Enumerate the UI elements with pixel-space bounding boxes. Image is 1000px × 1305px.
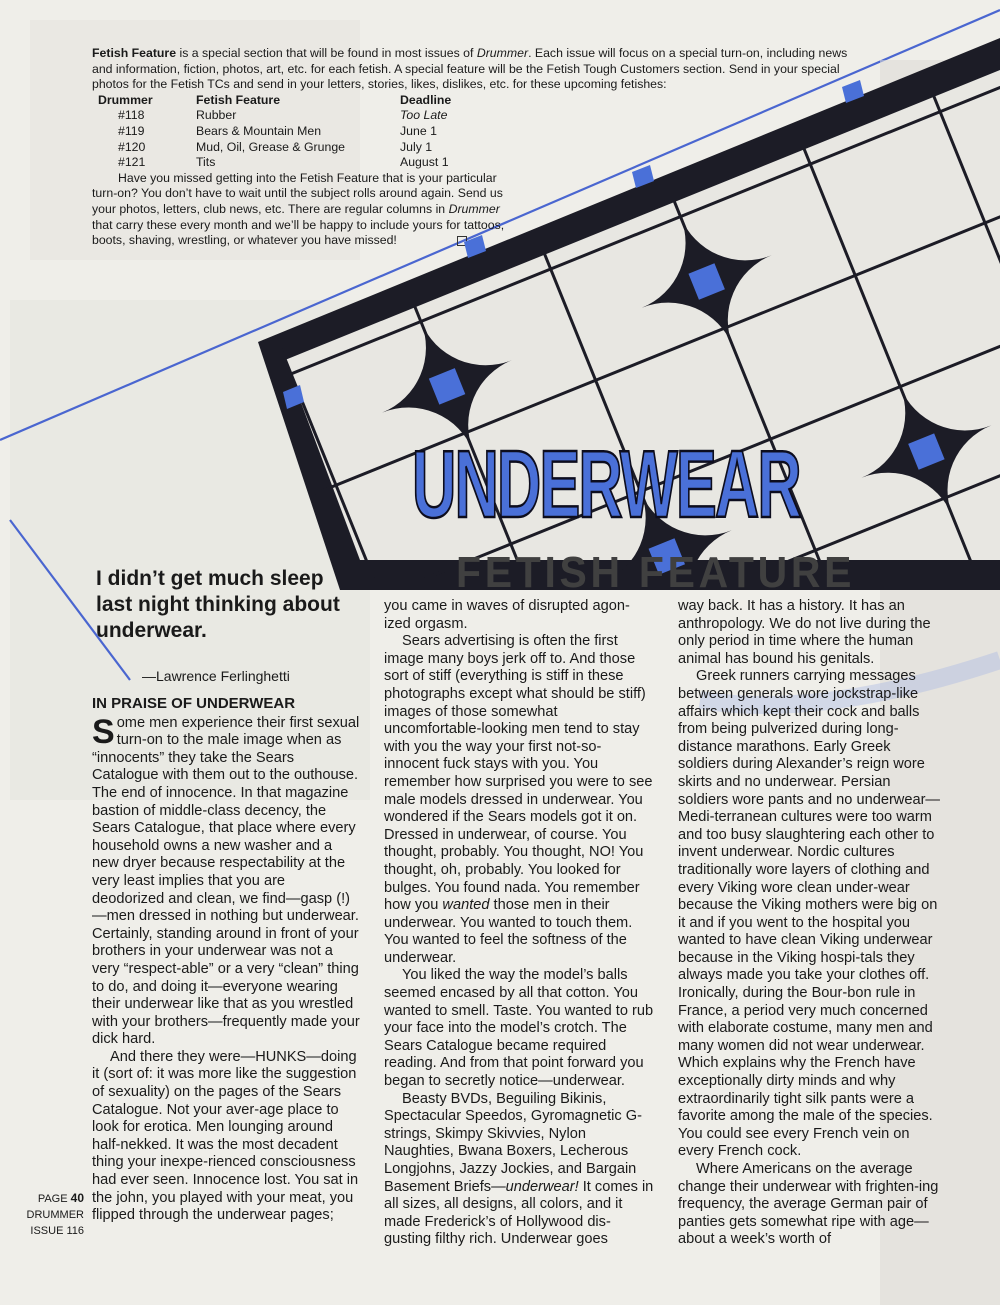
feature-label: Fetish Feature xyxy=(92,46,177,60)
article-column-2 xyxy=(384,598,654,1249)
intro-mag-name: Drummer xyxy=(476,46,529,60)
paragraph: You liked the way the model’s balls seemed encased by all that cotton. You wanted to smell. Taste. You wanted to rub your face into the model’s crotch. The Sears Catalogue became required reading. And from that point forward you began to secretly notice—underwear. xyxy=(384,967,654,1090)
epigraph-attribution: —Lawrence Ferlinghetti xyxy=(142,668,290,684)
fetish-cell: Tits xyxy=(196,155,216,170)
paragraph: you came in waves of disrupted agon-ized orgasm. xyxy=(384,598,630,632)
paragraph-text: those men in their underwear. You wanted to touch them. You wanted to feel the softness of the underwear. xyxy=(384,897,633,966)
paragraph: way back. It has a history. It has an anthropology. We do not live during the only period in time where the human animal has bound his genitals. xyxy=(678,598,931,667)
fetish-cell: Rubber xyxy=(196,108,237,123)
deadline-cell: Too Late xyxy=(400,108,448,123)
drop-cap: S xyxy=(92,712,115,751)
folio-page-number: 40 xyxy=(70,1191,84,1205)
paragraph-emphasis: underwear! xyxy=(505,1178,579,1195)
page-folio xyxy=(18,1190,84,1239)
deadline-cell: August 1 xyxy=(400,155,449,170)
epigraph-quote: I didn’t get much sleep last night thinking about underwear. xyxy=(96,567,340,642)
deadline-cell: June 1 xyxy=(400,123,437,138)
paragraph-text: Beasty BVDs, Beguiling Bikinis, Spectacular Speedos, Gyromagnetic G-strings, Skimpy Skivvies, Nylon Naughties, Bwana Boxers, Lecherous Longjohns, Jazzy Jockies, and Bargain Basement Briefs— xyxy=(384,1090,642,1195)
col-header-feature: Fetish Feature xyxy=(196,92,281,107)
paragraph xyxy=(92,712,360,1049)
banner-subtitle: FETISH FEATURE xyxy=(456,548,856,597)
article-column-3 xyxy=(678,598,944,1249)
paragraph-text: ome men experience their first sexual turn-on to the male image when as “innocents” they take the Sears Catalogue with them out to the outhouse. The end of innocence. In that magazine bastion of middle-class decency, the Sears Catalogue, that place where every household owns a new washer and a new dryer because respectability at the very least implies that you are deodorized and clean, we find—gasp (!)—men dressed in nothing but underwear. Certainly, standing around in front of your brothers in your underwear was not a very “respect-able” or a very “clean” thing to do, and doing it—everyone wearing their underwear like that as you wrestled with your brothers—frequently made your dick hard. xyxy=(92,714,360,1048)
paragraph-emphasis: wanted xyxy=(442,897,490,914)
fetish-cell: Bears & Mountain Men xyxy=(196,123,322,138)
paragraph xyxy=(384,633,654,967)
closing-text-a: Have you missed getting into the Fetish Feature that is your particular turn-on? You don’t have to wait until the subject rolls around again. Send us your photos, letters, club news, etc. There are regular columns in xyxy=(92,170,503,216)
issue-cell: #120 xyxy=(118,139,146,154)
banner-title: UNDERWEAR xyxy=(412,431,800,538)
folio-issue: ISSUE 116 xyxy=(30,1225,84,1237)
folio-page-label: PAGE xyxy=(37,1193,68,1205)
intro-body-a: is a special section that will be found in most issues of xyxy=(176,46,477,60)
issue-cell: #119 xyxy=(118,123,145,138)
closing-text-b: that carry these every month and we’ll be happy to include yours for tattoos, boots, shaving, wrestling, or whatever you have missed! xyxy=(92,217,505,248)
paragraph: And there they were—HUNKS—doing it (sort of: it was more like the suggestion of sexuality) on the pages of the Sears Catalogue. Not your aver-age place to look for erotica. Men lounging around half-nekked. It was the most decadent thing your inexpe-rienced consciousness had ever seen. Innocence lost. You sat in the john, you played with your meat, you flipped through the underwear pages; xyxy=(92,1048,359,1224)
paragraph: Greek runners carrying messages between generals wore jockstrap-like affairs which kept their cock and balls from being pulverized during long-distance marathons. Early Greek soldiers during Alexander’s reign wore skirts and no underwear. Persian soldiers wore pants and no underwear—Medi-terranean cultures were too warm and too busy slaughtering each other to invent underwear. Nordic cultures traditionally wore layers of clothing and every Viking wore clean under-wear because the Viking mothers were big on it and if you went to the hospital you wanted to have clean Viking underwear because in the Viking hospi-tals they always made you take your clothes off. Ironically, during the Bour-bon rule in France, a period very much concerned with elaborate costume, many men and many women did not wear underwear. Which explains why the French have exceptionally dirty minds and why extraordinarily tight silk pants were a favorite among the male of the species. You could see every French vein on every French cock. xyxy=(678,668,941,1160)
paragraph-text: It comes in all sizes, all designs, all colors, and it made Frederick’s of Hollywood dis-gusting filthy rich. Underwear goes xyxy=(384,1178,654,1248)
col-header-drummer: Drummer xyxy=(98,92,153,107)
intro-body-b: . Each issue will focus on a special turn-on, including news and information, fiction, photos, art, etc. for each fetish. A special feature will be the Fetish Tough Customers section. Send in your special photos for the Fetish TCs and send in your letters, stories, likes, dislikes, etc. for these upcoming fetishes: xyxy=(92,46,848,92)
paragraph-text: Sears advertising is often the first image many boys jerk off to. And those sort of stiff (everything is stiff in these photographs except what should be stiff) images of those somewhat uncomfortable-looking men tend to stay with you the way your first not-so-innocent fuck stays with you. You remember how surprised you were to see male models dressed in underwear. You wondered if the Sears models got it on. Dressed in underwear, of course. You thought, probably. You thought, NO! You thought, oh, probably. You looked for bulges. You found nada. You remember how you xyxy=(384,633,653,914)
paragraph: Where Americans on the average change their underwear with frighten-ing frequency, the average German pair of panties gets somewhat ripe with age—about a week’s worth of xyxy=(678,1161,939,1248)
folio-magazine: DRUMMER xyxy=(26,1209,84,1221)
folio-page xyxy=(18,1190,84,1207)
issue-cell: #118 xyxy=(118,108,145,123)
issue-cell: #121 xyxy=(118,155,146,170)
deadline-cell: July 1 xyxy=(400,139,433,154)
article-column-1 xyxy=(92,695,360,1225)
section-heading: IN PRAISE OF UNDERWEAR xyxy=(92,695,296,712)
fetish-cell: Mud, Oil, Grease & Grunge xyxy=(196,139,345,154)
closing-mag-name: Drummer xyxy=(448,201,500,216)
paragraph xyxy=(384,1091,654,1249)
col-header-deadline: Deadline xyxy=(400,92,452,107)
